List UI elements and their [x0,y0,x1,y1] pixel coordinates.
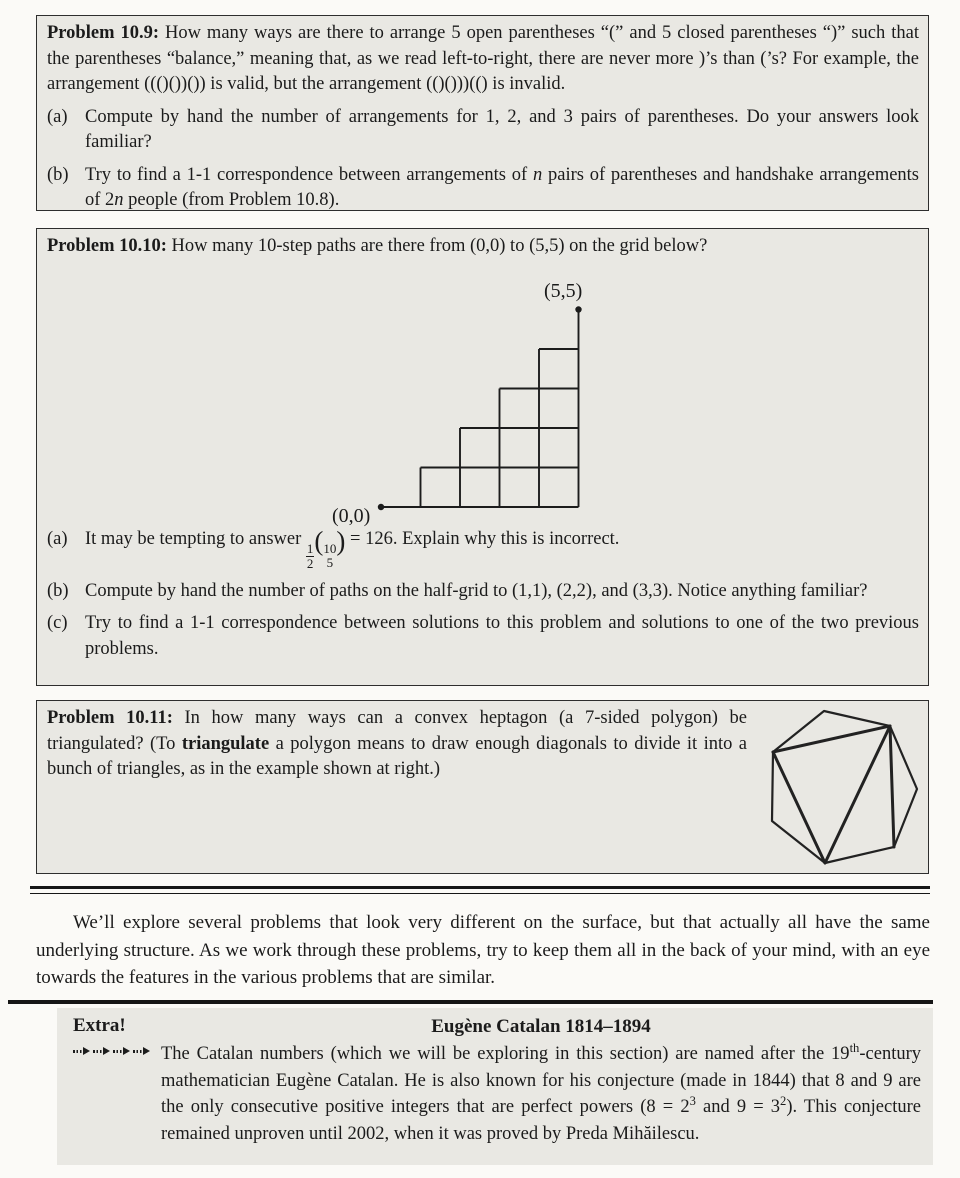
problem-10-10-item-b [47,579,919,605]
extra-content [161,1013,921,1165]
right-arrow-icon [113,1047,130,1056]
origin-label: (0,0) [332,504,371,527]
item-text: Compute by hand the number of arrangements for 1, 2, and 3 pairs of parentheses. Do your answers look familiar? [85,106,919,152]
problem-10-9-box [36,15,929,211]
problem-10-10-intro: How many 10-step paths are there from (0,0) to (5,5) on the grid below? [171,236,708,256]
half-grid-figure [47,262,919,527]
right-arrow-icon [93,1047,110,1056]
double-rule-divider [30,886,930,894]
item-text: Compute by hand the number of paths on the half-grid to (1,1), (2,2), and (3,3). Notice anything familiar? [85,580,868,601]
half-grid-svg [369,295,609,535]
problem-10-10-box [36,228,929,686]
item-marker: (a) [47,528,68,549]
problem-10-9-item-b [47,163,919,214]
extra-title: Eugène Catalan 1814–1894 [431,1016,651,1037]
item-marker: (a) [47,106,68,127]
triangulate-term: triangulate [181,733,270,754]
origin-point [378,503,384,509]
half-binomial-formula: $\frac{1}{2}$ ( 10 5 ) [306,525,346,572]
problem-10-11-label: Problem 10.11: [47,708,173,728]
problem-10-10-label: Problem 10.10: [47,236,167,256]
target-point [575,306,581,312]
item-marker: (b) [47,164,69,185]
right-arrow-icon [73,1047,90,1056]
problem-10-9-statement [47,21,919,98]
extra-arrows-icon [73,1047,161,1056]
target-label: (5,5) [544,279,583,302]
problem-10-11-statement: Problem 10.11: In how many ways can a convex heptagon (a 7-sided polygon) be triangulated? (To triangulate a polygon means to draw enough diagonals to divide it into a bunch of triangles, as in the example shown at right.) [47,708,747,779]
extra-label: Extra! [73,1015,126,1036]
triangulated-heptagon-svg [754,703,926,870]
problem-10-11-box [36,700,929,874]
extra-box [57,1008,933,1165]
extra-body: The Catalan numbers (which we will be exploring in this section) are named after the 19th-century mathematician Eugène Catalan. He is also known for his conjecture (made in 1844) that 8 and 9 are the only consecutive positive integers that are perfect powers ($8 = 2^3$ and $9 = 3^2$). This conjecture remained unproven until 2002, when it was proved by Preda Mihăilescu. [161,1040,921,1144]
item-text: Try to find a 1-1 correspondence between arrangements of n pairs of parentheses and handshake arrangements of 2n people (from Problem 10.8). [85,164,920,210]
problem-10-9-item-a [47,105,919,156]
section-intro-paragraph: We’ll explore several problems that look very different on the surface, but that actually all have the same underlying structure. As we work through these problems, try to keep them all in the back of your mind, with an eye towards the features in the various problems that are similar. [36,912,930,988]
item-marker: (b) [47,580,69,601]
item-text: It may be tempting to answer $\frac{1}{2}$ ( 10 5 ) = 126. Explain why this is incorrect. [85,525,620,572]
problem-10-9-intro: How many ways are there to arrange 5 open parentheses “(” and 5 closed parentheses “)” such that the parentheses “balance,” meaning that, as we read left-to-right, there are never more )’s than (’s? For example, the arrangement ((()())()) is valid, but the arrangement (()()))(() is invalid. [47,23,919,94]
right-arrow-icon [133,1047,150,1056]
extra-left-column [73,1013,161,1165]
problem-10-10-statement [47,234,919,260]
problem-10-10-item-c [47,611,919,662]
item-marker: (c) [47,613,68,634]
thick-rule-divider [8,1000,933,1004]
item-text: Try to find a 1-1 correspondence between solutions to this problem and solutions to one of the two previous problems. [85,613,919,659]
problem-10-9-label: Problem 10.9: [47,23,159,43]
